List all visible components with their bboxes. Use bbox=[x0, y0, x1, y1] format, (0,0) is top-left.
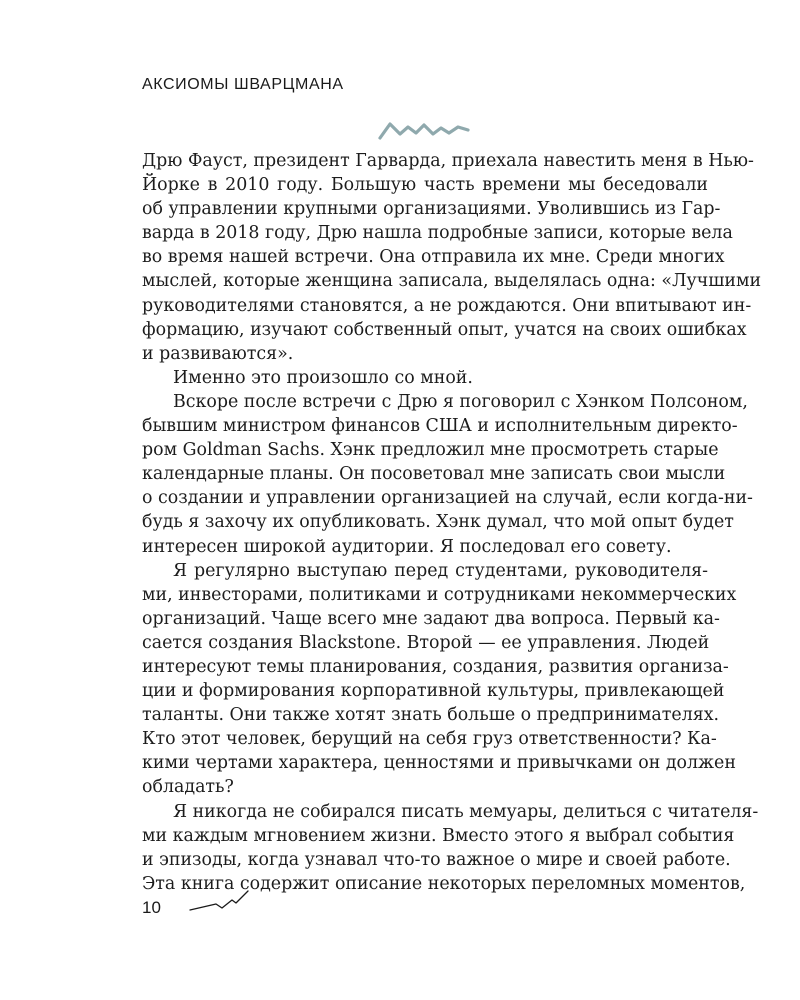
paragraph bbox=[142, 149, 762, 366]
page-number: 10 bbox=[142, 898, 161, 917]
paragraph bbox=[142, 800, 759, 896]
text-line: Вскоре после встречи с Дрю я поговорил с Хэнком Полсоном, bbox=[173, 391, 748, 412]
text-line: во время нашей встречи. Она отправила их мне. Среди многих bbox=[142, 247, 725, 268]
text-line: Эта книга содержит описание некоторых переломных моментов, bbox=[142, 873, 746, 894]
text-line: интересуют темы планирования, создания, развития организа- bbox=[142, 656, 729, 677]
text-line: формацию, изучают собственный опыт, учатся на своих ошибках bbox=[142, 319, 747, 340]
text-line: организаций. Чаще всего мне задают два вопроса. Первый ка- bbox=[142, 608, 720, 629]
text-line: и эпизоды, когда узнавал что-то важное о мире и своей работе. bbox=[142, 849, 731, 870]
text-line: сается создания Blackstone. Второй — ее управления. Людей bbox=[142, 632, 710, 653]
text-line: о создании и управлении организацией на случай, если когда-ни- bbox=[142, 488, 753, 509]
text-line: Я никогда не собирался писать мемуары, делиться с читателя- bbox=[173, 801, 759, 822]
text-line: Дрю Фауст, президент Гарварда, приехала навестить меня в Нью- bbox=[142, 151, 754, 171]
paragraph bbox=[142, 366, 708, 390]
text-line: обладать? bbox=[142, 777, 234, 798]
text-line: ром Goldman Sachs. Хэнк предложил мне просмотреть старые bbox=[142, 440, 719, 461]
text-line: календарные планы. Он посоветовал мне записать свои мысли bbox=[142, 464, 726, 485]
text-line: кими чертами характера, ценностями и привычками он должен bbox=[142, 753, 736, 774]
body-text bbox=[142, 149, 762, 896]
text-line: ми, инвесторами, политиками и сотрудниками некоммерческих bbox=[142, 584, 737, 605]
text-line: Кто этот человек, берущий на себя груз ответственности? Ка- bbox=[142, 729, 717, 750]
text-line: таланты. Они также хотят знать больше о предпринимателях. bbox=[142, 705, 720, 726]
text-line: бывшим министром финансов США и исполнительным директо- bbox=[142, 416, 738, 437]
text-line: варда в 2018 году, Дрю нашла подробные записи, которые вела bbox=[142, 223, 733, 244]
text-line: и развиваются». bbox=[142, 343, 294, 364]
running-header: АКСИОМЫ ШВАРЦМАНА bbox=[142, 76, 344, 93]
paragraph bbox=[142, 559, 737, 800]
zigzag-ornament-icon bbox=[378, 118, 470, 142]
text-line: Именно это произошло со мной. bbox=[173, 367, 473, 388]
text-line: интересен широкой аудитории. Я последовал его совету. bbox=[142, 536, 672, 557]
text-line: об управлении крупными организациями. Уволившись из Гар- bbox=[142, 199, 721, 220]
text-line: Йорке в 2010 году. Большую часть времени мы беседовали bbox=[142, 175, 708, 196]
text-line: ми каждым мгновением жизни. Вместо этого я выбрал события bbox=[142, 825, 735, 846]
text-line: ции и формирования корпоративной культуры, привлекающей bbox=[142, 681, 725, 702]
text-line: мыслей, которые женщина записала, выделялась одна: «Лучшими bbox=[142, 271, 762, 292]
rising-zigzag-line-icon bbox=[188, 888, 250, 914]
text-line: Я регулярно выступаю перед студентами, руководителя- bbox=[173, 560, 708, 581]
paragraph bbox=[142, 390, 753, 559]
text-line: руководителями становятся, а не рождаются. Они впитывают ин- bbox=[142, 295, 752, 316]
text-line: будь я захочу их опубликовать. Хэнк думал, что мой опыт будет bbox=[142, 512, 734, 533]
